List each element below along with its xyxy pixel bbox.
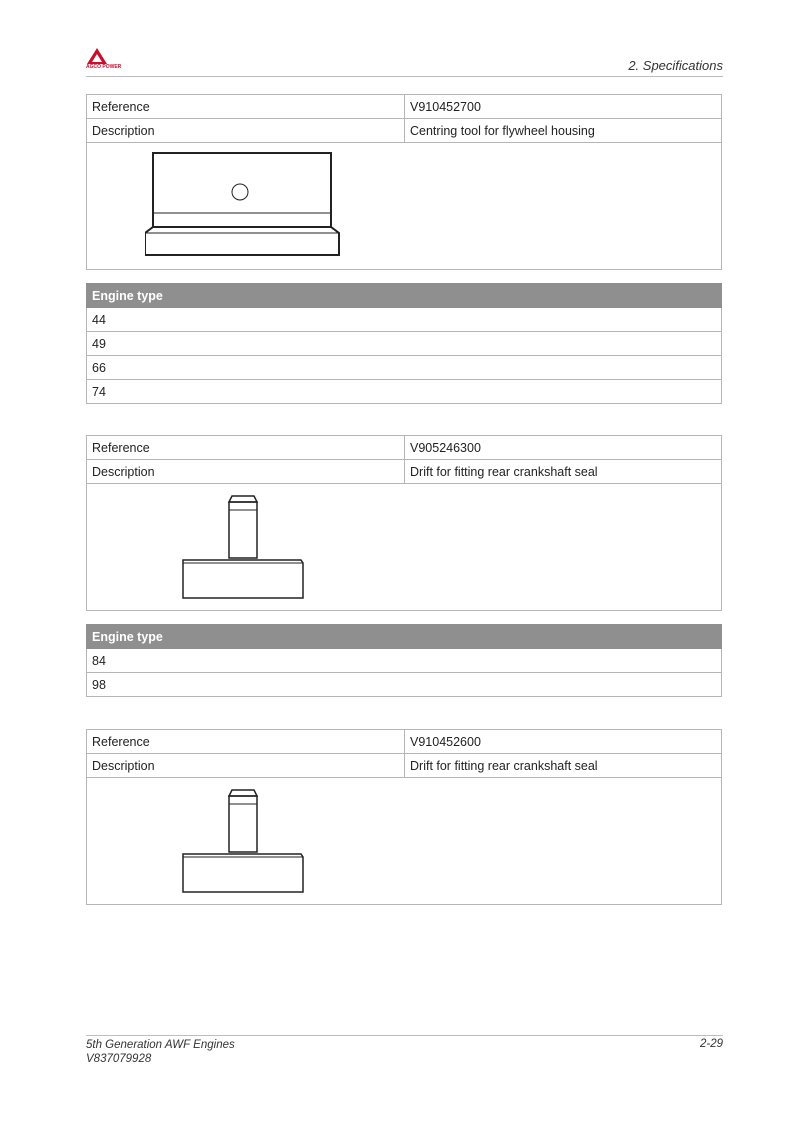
manual-code: V837079928	[86, 1053, 152, 1065]
table-row	[87, 673, 722, 697]
reference-value: V905246300	[405, 436, 722, 460]
table-row	[87, 356, 722, 380]
reference-label: Reference	[87, 436, 405, 460]
manual-title: 5th Generation AWF Engines	[86, 1039, 235, 1051]
table-row	[87, 143, 722, 270]
drift-tool-drawing	[181, 492, 305, 600]
engine-type-value: 74	[87, 380, 722, 404]
footer-manual-info	[86, 1038, 235, 1066]
description-value: Drift for fitting rear crankshaft seal	[405, 754, 722, 778]
reference-label: Reference	[87, 95, 405, 119]
engine-type-value: 84	[87, 649, 722, 673]
tool-table-2	[86, 435, 722, 611]
reference-value: V910452600	[405, 730, 722, 754]
table-row	[87, 460, 722, 484]
table-row	[87, 332, 722, 356]
engine-type-table-2	[86, 624, 722, 697]
description-value: Centring tool for flywheel housing	[405, 119, 722, 143]
engine-type-header: Engine type	[87, 625, 722, 649]
description-label: Description	[87, 754, 405, 778]
drift-tool-drawing	[181, 786, 305, 894]
table-row	[87, 308, 722, 332]
engine-type-value: 49	[87, 332, 722, 356]
engine-type-value: 44	[87, 308, 722, 332]
table-row	[87, 380, 722, 404]
page-number: 2-29	[699, 1038, 723, 1050]
centring-tool-drawing	[145, 151, 345, 259]
engine-type-table-1	[86, 283, 722, 404]
reference-label: Reference	[87, 730, 405, 754]
tool-table-1	[86, 94, 722, 270]
description-label: Description	[87, 460, 405, 484]
table-row	[87, 649, 722, 673]
table-row	[87, 119, 722, 143]
table-row	[87, 484, 722, 611]
tool-table-3	[86, 729, 722, 905]
table-row	[87, 436, 722, 460]
tool-illustration-cell	[87, 484, 722, 611]
footer-divider	[86, 1035, 723, 1036]
engine-type-value: 98	[87, 673, 722, 697]
section-title: 2. Specifications	[628, 58, 723, 73]
tool-illustration-cell	[87, 143, 722, 270]
table-row	[87, 95, 722, 119]
description-value: Drift for fitting rear crankshaft seal	[405, 460, 722, 484]
reference-value: V910452700	[405, 95, 722, 119]
table-row	[87, 778, 722, 905]
header-divider	[86, 76, 723, 77]
description-label: Description	[87, 119, 405, 143]
logo-text: AGCO POWER	[86, 64, 122, 70]
tool-illustration-cell	[87, 778, 722, 905]
table-row	[87, 730, 722, 754]
engine-type-header: Engine type	[87, 284, 722, 308]
engine-type-value: 66	[87, 356, 722, 380]
table-row	[87, 754, 722, 778]
